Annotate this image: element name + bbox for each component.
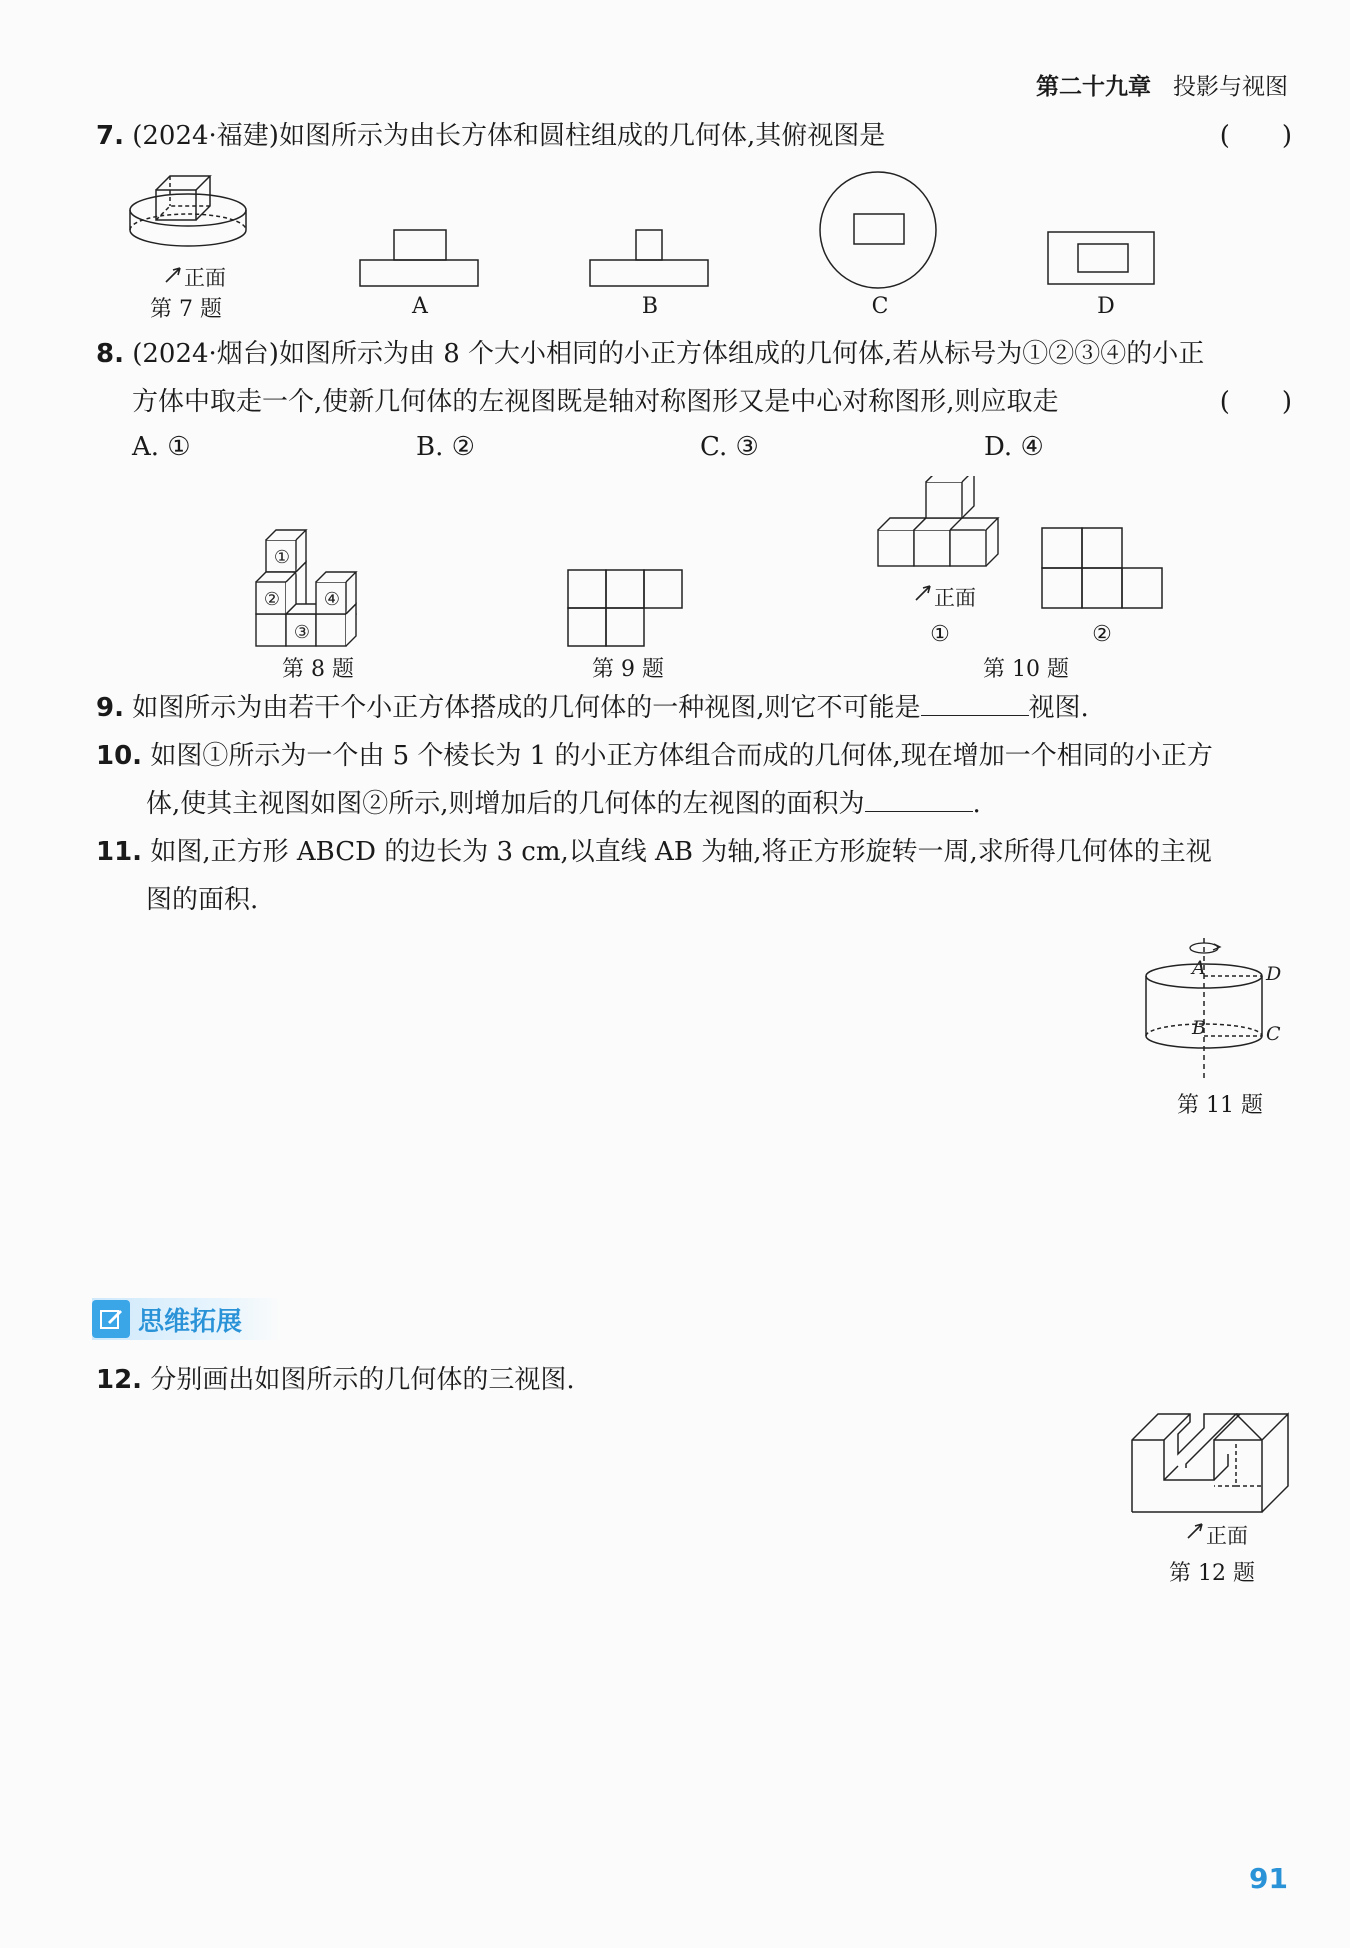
option-b-figure	[588, 226, 712, 288]
question-text-line-1: (2024·烟台)如图所示为由 8 个大小相同的小正方体组成的几何体,若从标号为①②③④的小正	[132, 339, 1205, 369]
question-text: 如图所示为由若干个小正方体搭成的几何体的一种视图,则它不可能是	[132, 693, 921, 723]
question-text: 分别画出如图所示的几何体的三视图.	[150, 1365, 575, 1395]
figure-caption: 第 12 题	[1169, 1561, 1255, 1586]
figure-caption: 第 7 题	[150, 297, 222, 322]
cube-label-2: ②	[263, 589, 281, 610]
question-number: 12.	[96, 1365, 143, 1395]
front-label: 正面	[934, 586, 976, 610]
option-c: C. ③	[700, 432, 759, 462]
option-c-figure	[816, 168, 940, 292]
figure-caption: 第 10 题	[983, 657, 1069, 682]
answer-blank[interactable]	[921, 687, 1029, 716]
figure-caption: 第 8 题	[282, 657, 354, 682]
cube-label-1: ①	[273, 547, 291, 568]
point-c-label: C	[1266, 1023, 1281, 1045]
front-arrow-icon	[162, 262, 186, 286]
answer-paren: ( )	[1219, 387, 1292, 417]
q7-solid-figure	[126, 168, 256, 268]
page-number: 91	[1249, 1862, 1288, 1895]
point-b-label: B	[1192, 1017, 1206, 1039]
chapter-title: 投影与视图	[1173, 74, 1288, 100]
question-text-line-1: 如图①所示为一个由 5 个棱长为 1 的小正方体组合而成的几何体,现在增加一个相同的小正方	[150, 741, 1213, 771]
cube-label-4: ④	[323, 589, 341, 610]
option-c-label: C	[871, 294, 889, 319]
q10-cube-figure-1	[876, 476, 1002, 586]
point-a-label: A	[1192, 957, 1206, 979]
option-d-label: D	[1097, 294, 1115, 319]
question-11	[96, 828, 1292, 924]
point-d-label: D	[1266, 963, 1282, 985]
question-12	[96, 1356, 1292, 1404]
option-b-label: B	[641, 294, 659, 319]
question-text-end: .	[972, 789, 981, 819]
question-8	[96, 330, 1292, 426]
question-text-line-2: 体,使其主视图如图②所示,则增加后的几何体的左视图的面积为	[146, 789, 865, 819]
answer-paren: ( )	[1219, 121, 1292, 151]
q8-cube-figure	[252, 528, 382, 654]
running-header	[1036, 68, 1288, 101]
question-number: 10.	[96, 741, 143, 771]
figure-caption: 第 9 题	[592, 657, 664, 682]
question-number: 9.	[96, 693, 124, 723]
section-title: 思维拓展	[138, 1306, 243, 1337]
question-10	[96, 732, 1292, 828]
front-arrow-icon	[1184, 1518, 1208, 1542]
option-d-figure	[1046, 230, 1158, 288]
question-number: 7.	[96, 121, 124, 151]
pencil-icon	[92, 1300, 130, 1338]
question-number: 11.	[96, 837, 143, 867]
question-text: (2024·福建)如图所示为由长方体和圆柱组成的几何体,其俯视图是	[132, 121, 886, 151]
front-arrow-icon	[912, 580, 936, 604]
question-text-line-2: 方体中取走一个,使新几何体的左视图既是轴对称图形又是中心对称图形,则应取走	[132, 387, 1059, 417]
question-text-line-1: 如图,正方形 ABCD 的边长为 3 cm,以直线 AB 为轴,将正方形旋转一周,求所得几何体的主视	[150, 837, 1212, 867]
front-label: 正面	[1206, 1524, 1248, 1548]
figure-1-label: ①	[930, 622, 950, 647]
option-a-label: A	[412, 294, 428, 319]
question-7	[96, 112, 1292, 160]
q10-front-view-figure-2	[1040, 526, 1164, 610]
option-a-figure	[358, 226, 482, 288]
option-d: D. ④	[984, 432, 1044, 462]
option-a: A. ①	[132, 432, 191, 462]
figure-caption: 第 11 题	[1177, 1093, 1263, 1118]
section-header	[92, 1298, 282, 1340]
question-number: 8.	[96, 339, 124, 369]
figure-2-label: ②	[1092, 622, 1112, 647]
answer-blank[interactable]	[865, 783, 973, 812]
question-text-line-2: 图的面积.	[146, 885, 259, 915]
q12-solid-figure	[1128, 1400, 1292, 1520]
q9-view-figure	[566, 568, 686, 650]
option-b: B. ②	[416, 432, 475, 462]
cube-label-3: ③	[293, 622, 311, 643]
chapter-label: 第二十九章	[1036, 74, 1151, 100]
front-label: 正面	[184, 266, 226, 290]
q11-cylinder-figure	[1140, 936, 1290, 1082]
question-9	[96, 684, 1292, 732]
question-text-end: 视图.	[1028, 693, 1089, 723]
